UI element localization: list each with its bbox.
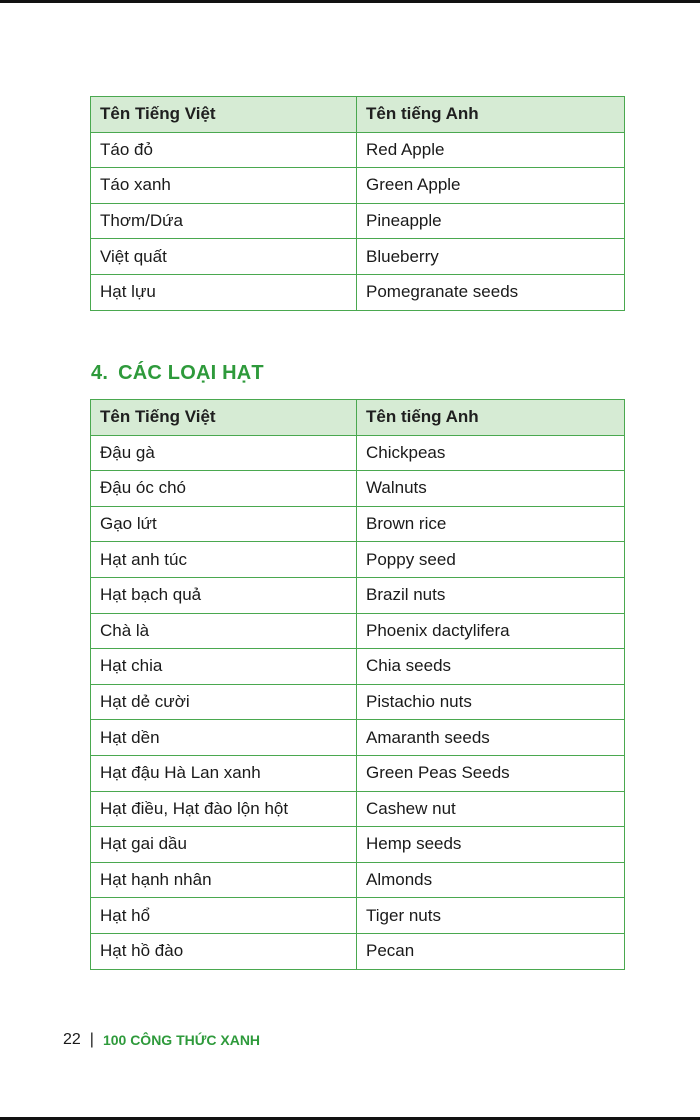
table-row: [91, 168, 625, 204]
vietnamese-name-cell: Hạt gai dầu: [91, 827, 357, 863]
header-english-name: Tên tiếng Anh: [357, 97, 625, 133]
top-border-rule: [0, 0, 700, 3]
english-name-cell: Walnuts: [357, 471, 625, 507]
table-row: [91, 274, 625, 310]
table-row: [91, 862, 625, 898]
nuts-seeds-name-table: [90, 399, 625, 970]
english-name-cell: Amaranth seeds: [357, 720, 625, 756]
table-row: [91, 203, 625, 239]
english-name-cell: Chia seeds: [357, 649, 625, 685]
table-row: [91, 755, 625, 791]
english-name-cell: Red Apple: [357, 132, 625, 168]
english-name-cell: Chickpeas: [357, 435, 625, 471]
table-row: [91, 506, 625, 542]
english-name-cell: Almonds: [357, 862, 625, 898]
table-row: [91, 577, 625, 613]
vietnamese-name-cell: Hạt hổ: [91, 898, 357, 934]
english-name-cell: Pecan: [357, 933, 625, 969]
fruit-table-body: [91, 132, 625, 310]
vietnamese-name-cell: Hạt dẻ cười: [91, 684, 357, 720]
section-title: CÁC LOẠI HẠT: [118, 362, 264, 384]
table-row: [91, 791, 625, 827]
page-footer: [63, 1031, 260, 1049]
table-row: [91, 933, 625, 969]
table-row: [91, 613, 625, 649]
vietnamese-name-cell: Đậu óc chó: [91, 471, 357, 507]
table-row: [91, 649, 625, 685]
vietnamese-name-cell: Hạt chia: [91, 649, 357, 685]
section-number: 4.: [91, 362, 109, 384]
vietnamese-name-cell: Hạt anh túc: [91, 542, 357, 578]
table-row: [91, 542, 625, 578]
english-name-cell: Brown rice: [357, 506, 625, 542]
english-name-cell: Green Peas Seeds: [357, 755, 625, 791]
table-header-row: [91, 97, 625, 133]
page-number: 22: [63, 1031, 81, 1048]
english-name-cell: Tiger nuts: [357, 898, 625, 934]
english-name-cell: Phoenix dactylifera: [357, 613, 625, 649]
english-name-cell: Hemp seeds: [357, 827, 625, 863]
nuts-table-body: [91, 435, 625, 969]
english-name-cell: Pomegranate seeds: [357, 274, 625, 310]
book-title: 100 CÔNG THỨC XANH: [102, 1032, 261, 1048]
english-name-cell: Cashew nut: [357, 791, 625, 827]
vietnamese-name-cell: Hạt lựu: [91, 274, 357, 310]
vietnamese-name-cell: Thơm/Dứa: [91, 203, 357, 239]
vietnamese-name-cell: Hạt hạnh nhân: [91, 862, 357, 898]
vietnamese-name-cell: Gạo lứt: [91, 506, 357, 542]
vietnamese-name-cell: Hạt hồ đào: [91, 933, 357, 969]
table-row: [91, 720, 625, 756]
english-name-cell: Poppy seed: [357, 542, 625, 578]
english-name-cell: Pineapple: [357, 203, 625, 239]
english-name-cell: Pistachio nuts: [357, 684, 625, 720]
vietnamese-name-cell: Hạt bạch quả: [91, 577, 357, 613]
table-row: [91, 471, 625, 507]
vietnamese-name-cell: Hạt đậu Hà Lan xanh: [91, 755, 357, 791]
vietnamese-name-cell: Hạt điều, Hạt đào lộn hột: [91, 791, 357, 827]
table-row: [91, 684, 625, 720]
header-english-name: Tên tiếng Anh: [357, 400, 625, 436]
table-row: [91, 132, 625, 168]
vietnamese-name-cell: Việt quất: [91, 239, 357, 275]
footer-separator: |: [89, 1031, 94, 1048]
table-header-row: [91, 400, 625, 436]
fruit-name-table: [90, 96, 625, 311]
table-row: [91, 239, 625, 275]
section-heading: [91, 362, 264, 385]
vietnamese-name-cell: Chà là: [91, 613, 357, 649]
vietnamese-name-cell: Táo xanh: [91, 168, 357, 204]
header-vietnamese-name: Tên Tiếng Việt: [91, 97, 357, 133]
english-name-cell: Brazil nuts: [357, 577, 625, 613]
table-row: [91, 827, 625, 863]
table-row: [91, 898, 625, 934]
vietnamese-name-cell: Hạt dền: [91, 720, 357, 756]
table-row: [91, 435, 625, 471]
english-name-cell: Blueberry: [357, 239, 625, 275]
vietnamese-name-cell: Táo đỏ: [91, 132, 357, 168]
header-vietnamese-name: Tên Tiếng Việt: [91, 400, 357, 436]
vietnamese-name-cell: Đậu gà: [91, 435, 357, 471]
english-name-cell: Green Apple: [357, 168, 625, 204]
